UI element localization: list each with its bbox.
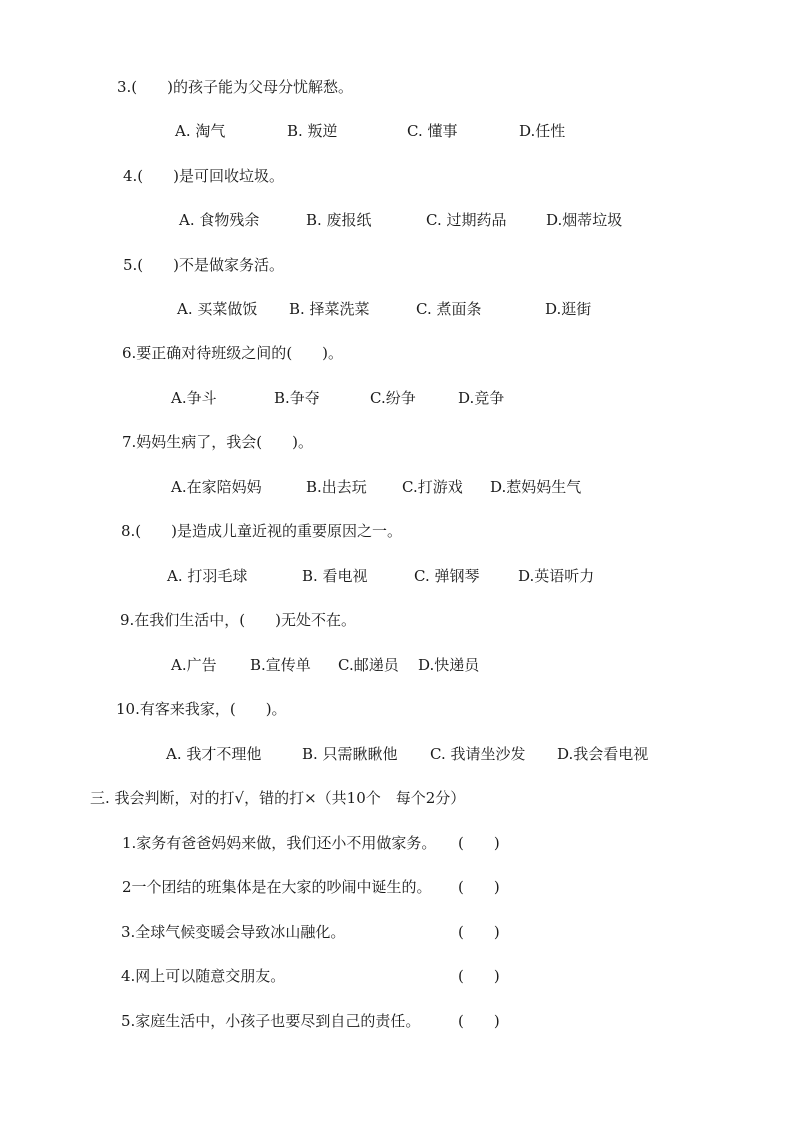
question-5-option-a: A. 买菜做饭 — [177, 300, 258, 318]
question-6-stem: 6.要正确对待班级之间的( )。 — [122, 344, 344, 362]
question-8-stem: 8.( )是造成儿童近视的重要原因之一。 — [121, 522, 403, 540]
judge-item-1-text: 1.家务有爸爸妈妈来做，我们还小不用做家务。 — [122, 834, 437, 852]
question-3-option-c: C. 懂事 — [407, 122, 458, 140]
judge-item-5-blank[interactable]: ( ) — [458, 1012, 500, 1030]
question-8-option-c: C. 弹钢琴 — [414, 567, 480, 585]
question-7-option-a: A.在家陪妈妈 — [171, 478, 262, 496]
judge-item-4-text: 4.网上可以随意交朋友。 — [121, 967, 286, 985]
judge-item-3-blank[interactable]: ( ) — [458, 923, 500, 941]
question-9-option-d: D.快递员 — [418, 656, 480, 674]
question-6-option-a: A.争斗 — [171, 389, 217, 407]
question-7-option-b: B.出去玩 — [306, 478, 367, 496]
question-5-option-d: D.逛街 — [545, 300, 592, 318]
question-9-option-b: B.宣传单 — [250, 656, 311, 674]
question-3-stem: 3.( )的孩子能为父母分忧解愁。 — [117, 78, 354, 96]
question-10-option-b: B. 只需瞅瞅他 — [302, 745, 398, 763]
question-4-option-d: D.烟蒂垃圾 — [546, 211, 623, 229]
question-10-stem: 10.有客来我家，( )。 — [116, 700, 287, 718]
section-3-heading: 三. 我会判断，对的打√，错的打×（共10个 每个2分） — [90, 789, 466, 807]
question-4-option-c: C. 过期药品 — [426, 211, 507, 229]
question-7-option-d: D.惹妈妈生气 — [490, 478, 582, 496]
question-5-stem: 5.( )不是做家务活。 — [123, 256, 285, 274]
question-6-option-b: B.争夺 — [274, 389, 320, 407]
judge-item-2-text: 2一个团结的班集体是在大家的吵闹中诞生的。 — [122, 878, 432, 896]
question-6-option-c: C.纷争 — [370, 389, 416, 407]
question-9-option-a: A.广告 — [171, 656, 217, 674]
question-5-option-c: C. 煮面条 — [416, 300, 482, 318]
question-9-stem: 9.在我们生活中，( )无处不在。 — [120, 611, 357, 629]
question-10-option-a: A. 我才不理他 — [166, 745, 262, 763]
question-10-option-c: C. 我请坐沙发 — [430, 745, 526, 763]
question-10-option-d: D.我会看电视 — [557, 745, 649, 763]
question-3-option-d: D.任性 — [519, 122, 566, 140]
judge-item-1-blank[interactable]: ( ) — [458, 834, 500, 852]
question-4-stem: 4.( )是可回收垃圾。 — [123, 167, 285, 185]
judge-item-3-text: 3.全球气候变暖会导致冰山融化。 — [121, 923, 346, 941]
question-3-option-a: A. 淘气 — [175, 122, 226, 140]
question-8-option-a: A. 打羽毛球 — [167, 567, 248, 585]
judge-item-4-blank[interactable]: ( ) — [458, 967, 500, 985]
question-4-option-a: A. 食物残余 — [179, 211, 260, 229]
question-6-option-d: D.竞争 — [458, 389, 505, 407]
question-9-option-c: C.邮递员 — [338, 656, 399, 674]
judge-item-5-text: 5.家庭生活中，小孩子也要尽到自己的责任。 — [121, 1012, 421, 1030]
question-4-option-b: B. 废报纸 — [306, 211, 372, 229]
judge-item-2-blank[interactable]: ( ) — [458, 878, 500, 896]
question-7-stem: 7.妈妈生病了，我会( )。 — [122, 433, 314, 451]
question-7-option-c: C.打游戏 — [402, 478, 463, 496]
question-8-option-d: D.英语听力 — [518, 567, 595, 585]
question-3-option-b: B. 叛逆 — [287, 122, 338, 140]
question-5-option-b: B. 择菜洗菜 — [289, 300, 370, 318]
question-8-option-b: B. 看电视 — [302, 567, 368, 585]
